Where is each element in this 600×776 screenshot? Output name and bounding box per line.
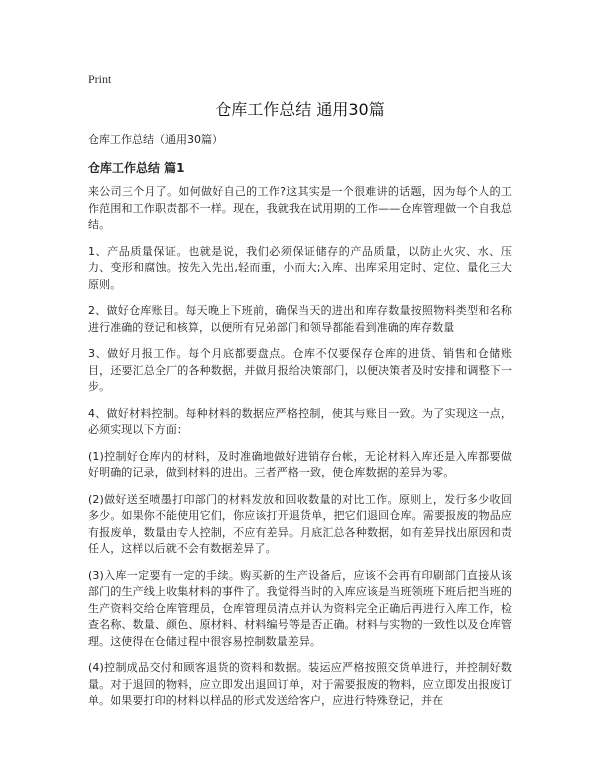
paragraph-material-control: 4、做好材料控制。每种材料的数据应严格控制，使其与账目一致。为了实现这一点，必须实现以下方面： (88, 406, 512, 436)
print-link[interactable]: Print (88, 72, 112, 86)
document-subtitle: 仓库工作总结（通用30篇） (88, 133, 223, 146)
paragraph-item-1: (1)控制好仓库内的材料，及时准确地做好进销存台帐，无论材料入库还是入库都要做好明确的记录，做到材料的进出。三者严格一致，使仓库数据的差异为零。 (88, 449, 512, 479)
paragraph-quality: 1、产品质量保证。也就是说，我们必须保证储存的产品质量，以防止火灾、水、压力、变形和腐蚀。按先入先出,轻而重，小而大;入库、出库采用定时、定位、量化三大原则。 (88, 244, 512, 291)
paragraph-item-3: (3)入库一定要有一定的手续。购买新的生产设备后，应该不会再有印刷部门直接从该部门的生产线上收集材料的事件了。我觉得当时的入库应该是当班领班下班后把当班的生产资料交给仓库管理员，仓库管理员清点并认为资料完全正确后再进行入库工作，检查名称、数量、颜色、原材料、材料编号等是否正确。材料与实物的一致性以及仓库管理。这使得在仓储过程中很容易控制数量差异。 (88, 568, 512, 648)
document-title: 仓库工作总结 通用30篇 (215, 100, 385, 119)
paragraph-accounts: 2、做好仓库账目。每天晚上下班前，确保当天的进出和库存数量按照物料类型和名称进行准确的登记和核算，以便所有兄弟部门和领导都能看到准确的库存数量 (88, 304, 512, 334)
paragraph-monthly-report: 3、做好月报工作。每个月底都要盘点。仓库不仅要保存仓库的进货、销售和仓储账目，还要汇总全厂的各种数据，并做月报给决策部门，以便决策者及时安排和调整下一步。 (88, 347, 512, 393)
paragraph-item-4: (4)控制成品交付和顾客退货的资料和数据。装运应严格按照交货单进行，并控制好数量。对于退回的物料，应立即发出退回订单，对于需要报废的物料，应立即发出报废订单。如果要打印的材料以样品的形式发送给客户，应进行特殊登记，并在 (88, 661, 512, 707)
paragraph-item-2: (2)做好送至喷墨打印部门的材料发放和回收数量的对比工作。原则上，发行多少收回多少。如果你不能使用它们，你应该打开退货单，把它们退回仓库。需要报废的物品应有报废单，数量由专人控制，不应有差异。月底汇总各种数据，如有差异找出原因和责任人，这样以后就不会有数据差异了。 (88, 492, 512, 555)
paragraph-intro: 来公司三个月了。如何做好自己的工作?这其实是一个很难讲的话题，因为每个人的工作范围和工作职责都不一样。现在，我就我在试用期的工作——仓库管理做一个自我总结。 (88, 185, 512, 231)
section-heading: 仓库工作总结 篇1 (88, 161, 185, 175)
